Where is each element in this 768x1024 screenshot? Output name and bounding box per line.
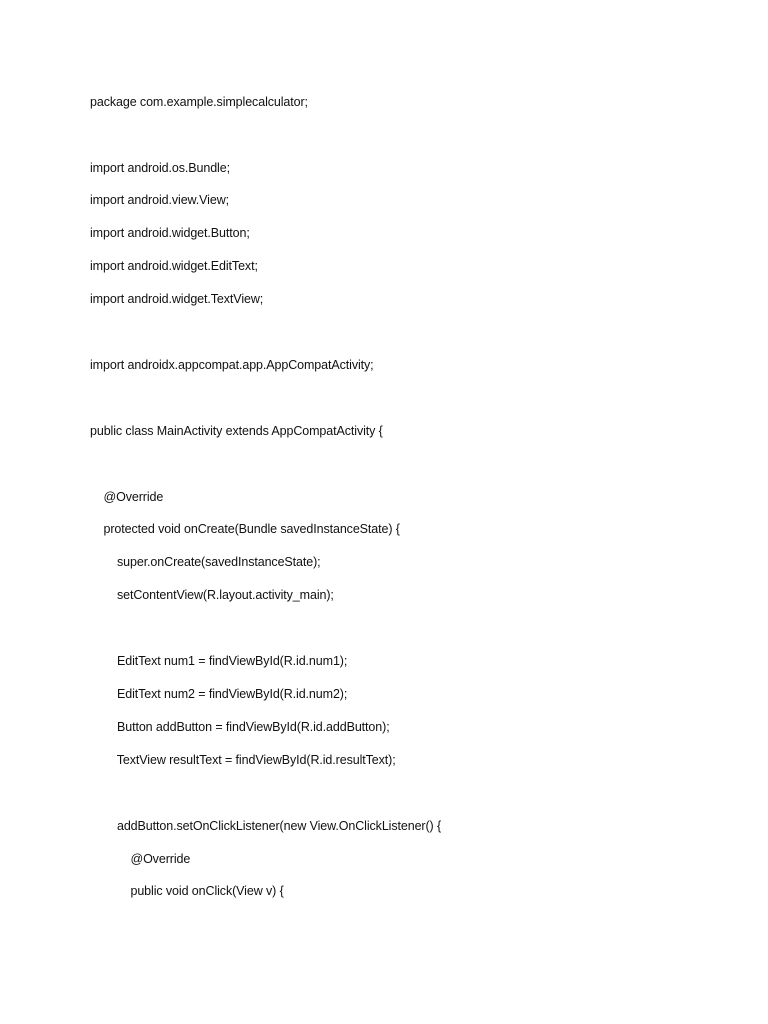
code-line-package: package com.example.simplecalculator; [90,95,308,109]
code-line-num1: EditText num1 = findViewById(R.id.num1); [90,654,348,668]
code-line-setcontentview: setContentView(R.layout.activity_main); [90,588,334,602]
code-line-import-edittext: import android.widget.EditText; [90,259,258,273]
code-line-import-bundle: import android.os.Bundle; [90,161,230,175]
code-line-override: @Override [90,490,164,504]
code-line-num2: EditText num2 = findViewById(R.id.num2); [90,687,348,701]
code-line-inner-override: @Override [90,852,191,866]
code-line-setonclicklistener: addButton.setOnClickListener(new View.OnClickListener() { [90,819,442,833]
code-line-resulttext: TextView resultText = findViewById(R.id.resultText); [90,753,396,767]
code-line-import-view: import android.view.View; [90,193,230,207]
code-line-import-button: import android.widget.Button; [90,226,250,240]
code-line-class-declaration: public class MainActivity extends AppCompatActivity { [90,424,383,438]
code-line-super-oncreate: super.onCreate(savedInstanceState); [90,555,321,569]
code-line-oncreate: protected void onCreate(Bundle savedInstanceState) { [90,522,400,536]
code-line-onclick: public void onClick(View v) { [90,884,284,898]
code-line-addbutton: Button addButton = findViewById(R.id.addButton); [90,720,390,734]
code-line-import-appcompat: import androidx.appcompat.app.AppCompatActivity; [90,358,374,372]
code-line-import-textview: import android.widget.TextView; [90,292,264,306]
